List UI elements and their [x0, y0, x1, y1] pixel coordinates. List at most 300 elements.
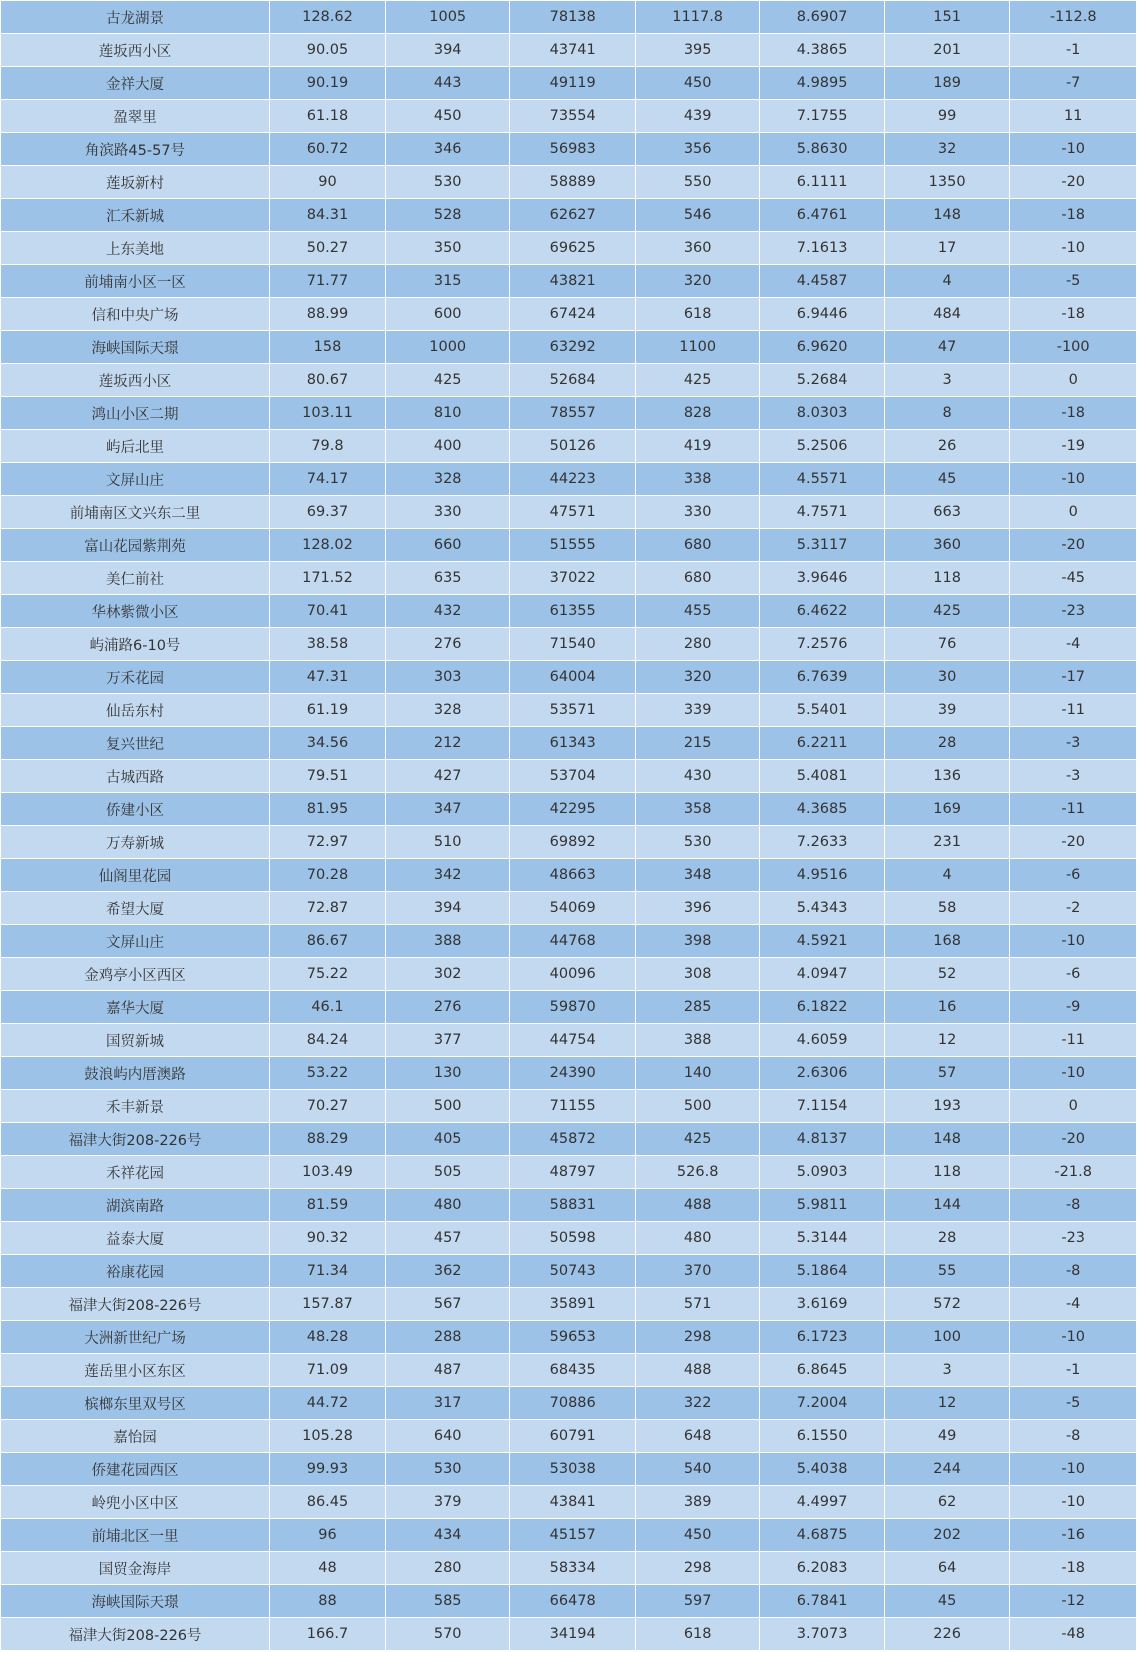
listed-price-cell: 425 [635, 1123, 759, 1156]
total-price-cell: 347 [385, 793, 509, 826]
ratio-cell: 4.6059 [760, 1024, 884, 1057]
listed-price-cell: 450 [635, 67, 759, 100]
total-price-cell: 394 [385, 892, 509, 925]
table-row [1, 1420, 1137, 1453]
ratio-cell: 5.3144 [760, 1222, 884, 1255]
table-row [1, 892, 1137, 925]
views-cell: 8 [884, 397, 1010, 430]
area-cell: 61.18 [269, 100, 385, 133]
area-cell: 79.51 [269, 760, 385, 793]
listed-price-cell: 356 [635, 133, 759, 166]
unit-price-cell: 35891 [510, 1288, 636, 1321]
ratio-cell: 6.1111 [760, 166, 884, 199]
unit-price-cell: 44223 [510, 463, 636, 496]
table-row [1, 265, 1137, 298]
community-name-cell: 希望大厦 [1, 892, 270, 925]
listed-price-cell: 680 [635, 562, 759, 595]
area-cell: 88.99 [269, 298, 385, 331]
table-row [1, 1123, 1137, 1156]
unit-price-cell: 24390 [510, 1057, 636, 1090]
views-cell: 484 [884, 298, 1010, 331]
views-cell: 663 [884, 496, 1010, 529]
price-change-cell: -10 [1010, 463, 1137, 496]
total-price-cell: 600 [385, 298, 509, 331]
listed-price-cell: 450 [635, 1519, 759, 1552]
views-cell: 39 [884, 694, 1010, 727]
table-row [1, 1354, 1137, 1387]
total-price-cell: 330 [385, 496, 509, 529]
price-change-cell: -8 [1010, 1420, 1137, 1453]
ratio-cell: 7.2004 [760, 1387, 884, 1420]
table-row [1, 199, 1137, 232]
area-cell: 105.28 [269, 1420, 385, 1453]
table-row [1, 1387, 1137, 1420]
community-name-cell: 海峡国际天璟 [1, 1585, 270, 1618]
price-change-cell: -23 [1010, 1222, 1137, 1255]
ratio-cell: 5.2506 [760, 430, 884, 463]
ratio-cell: 5.2684 [760, 364, 884, 397]
ratio-cell: 5.4038 [760, 1453, 884, 1486]
table-row [1, 397, 1137, 430]
table-row [1, 1156, 1137, 1189]
area-cell: 90 [269, 166, 385, 199]
listed-price-cell: 488 [635, 1354, 759, 1387]
views-cell: 47 [884, 331, 1010, 364]
area-cell: 99.93 [269, 1453, 385, 1486]
total-price-cell: 480 [385, 1189, 509, 1222]
area-cell: 90.05 [269, 34, 385, 67]
community-name-cell: 侨建小区 [1, 793, 270, 826]
area-cell: 86.45 [269, 1486, 385, 1519]
listed-price-cell: 480 [635, 1222, 759, 1255]
views-cell: 58 [884, 892, 1010, 925]
ratio-cell: 5.5401 [760, 694, 884, 727]
price-change-cell: -20 [1010, 529, 1137, 562]
price-change-cell: -10 [1010, 1453, 1137, 1486]
listed-price-cell: 1100 [635, 331, 759, 364]
views-cell: 168 [884, 925, 1010, 958]
community-name-cell: 盈翠里 [1, 100, 270, 133]
area-cell: 88 [269, 1585, 385, 1618]
ratio-cell: 7.2576 [760, 628, 884, 661]
community-name-cell: 大洲新世纪广场 [1, 1321, 270, 1354]
area-cell: 34.56 [269, 727, 385, 760]
unit-price-cell: 45157 [510, 1519, 636, 1552]
listed-price-cell: 338 [635, 463, 759, 496]
ratio-cell: 3.7073 [760, 1618, 884, 1651]
unit-price-cell: 58831 [510, 1189, 636, 1222]
community-name-cell: 鸿山小区二期 [1, 397, 270, 430]
area-cell: 71.34 [269, 1255, 385, 1288]
area-cell: 60.72 [269, 133, 385, 166]
unit-price-cell: 40096 [510, 958, 636, 991]
area-cell: 103.11 [269, 397, 385, 430]
community-name-cell: 前埔南区文兴东二里 [1, 496, 270, 529]
table-row [1, 496, 1137, 529]
price-change-cell: -3 [1010, 727, 1137, 760]
table-row [1, 826, 1137, 859]
table-row [1, 34, 1137, 67]
unit-price-cell: 59653 [510, 1321, 636, 1354]
area-cell: 166.7 [269, 1618, 385, 1651]
price-change-cell: -6 [1010, 958, 1137, 991]
ratio-cell: 4.4587 [760, 265, 884, 298]
listed-price-cell: 500 [635, 1090, 759, 1123]
area-cell: 74.17 [269, 463, 385, 496]
total-price-cell: 280 [385, 1552, 509, 1585]
community-name-cell: 汇禾新城 [1, 199, 270, 232]
table-row [1, 859, 1137, 892]
unit-price-cell: 71540 [510, 628, 636, 661]
price-change-cell: -2 [1010, 892, 1137, 925]
community-name-cell: 福津大街208-226号 [1, 1123, 270, 1156]
unit-price-cell: 61355 [510, 595, 636, 628]
table-row [1, 1057, 1137, 1090]
total-price-cell: 350 [385, 232, 509, 265]
listed-price-cell: 320 [635, 265, 759, 298]
community-name-cell: 仙阁里花园 [1, 859, 270, 892]
listed-price-cell: 618 [635, 1618, 759, 1651]
total-price-cell: 427 [385, 760, 509, 793]
ratio-cell: 4.0947 [760, 958, 884, 991]
views-cell: 52 [884, 958, 1010, 991]
table-row [1, 463, 1137, 496]
community-name-cell: 莲岳里小区东区 [1, 1354, 270, 1387]
community-name-cell: 华林紫微小区 [1, 595, 270, 628]
listed-price-cell: 389 [635, 1486, 759, 1519]
views-cell: 45 [884, 1585, 1010, 1618]
price-change-cell: -5 [1010, 1387, 1137, 1420]
views-cell: 32 [884, 133, 1010, 166]
community-name-cell: 嘉怡园 [1, 1420, 270, 1453]
area-cell: 70.27 [269, 1090, 385, 1123]
community-name-cell: 仙岳东村 [1, 694, 270, 727]
views-cell: 202 [884, 1519, 1010, 1552]
community-name-cell: 金祥大厦 [1, 67, 270, 100]
area-cell: 90.19 [269, 67, 385, 100]
table-row [1, 1288, 1137, 1321]
price-change-cell: -17 [1010, 661, 1137, 694]
unit-price-cell: 56983 [510, 133, 636, 166]
total-price-cell: 434 [385, 1519, 509, 1552]
area-cell: 88.29 [269, 1123, 385, 1156]
ratio-cell: 5.3117 [760, 529, 884, 562]
listed-price-cell: 348 [635, 859, 759, 892]
views-cell: 144 [884, 1189, 1010, 1222]
table-row [1, 529, 1137, 562]
community-name-cell: 福津大街208-226号 [1, 1288, 270, 1321]
unit-price-cell: 73554 [510, 100, 636, 133]
price-change-cell: -8 [1010, 1189, 1137, 1222]
price-change-cell: -18 [1010, 1552, 1137, 1585]
unit-price-cell: 51555 [510, 529, 636, 562]
price-change-cell: -23 [1010, 595, 1137, 628]
views-cell: 151 [884, 1, 1010, 34]
table-row [1, 562, 1137, 595]
community-name-cell: 文屏山庄 [1, 463, 270, 496]
unit-price-cell: 78557 [510, 397, 636, 430]
price-change-cell: -16 [1010, 1519, 1137, 1552]
table-row [1, 793, 1137, 826]
total-price-cell: 510 [385, 826, 509, 859]
unit-price-cell: 67424 [510, 298, 636, 331]
community-name-cell: 国贸金海岸 [1, 1552, 270, 1585]
table-row [1, 67, 1137, 100]
unit-price-cell: 61343 [510, 727, 636, 760]
unit-price-cell: 42295 [510, 793, 636, 826]
unit-price-cell: 58889 [510, 166, 636, 199]
table-row [1, 1585, 1137, 1618]
views-cell: 3 [884, 364, 1010, 397]
views-cell: 118 [884, 1156, 1010, 1189]
views-cell: 360 [884, 529, 1010, 562]
ratio-cell: 4.4997 [760, 1486, 884, 1519]
views-cell: 231 [884, 826, 1010, 859]
unit-price-cell: 44768 [510, 925, 636, 958]
listed-price-cell: 358 [635, 793, 759, 826]
listed-price-cell: 546 [635, 199, 759, 232]
views-cell: 76 [884, 628, 1010, 661]
total-price-cell: 328 [385, 694, 509, 727]
listed-price-cell: 828 [635, 397, 759, 430]
listed-price-cell: 419 [635, 430, 759, 463]
views-cell: 4 [884, 265, 1010, 298]
community-name-cell: 角滨路45-57号 [1, 133, 270, 166]
unit-price-cell: 70886 [510, 1387, 636, 1420]
area-cell: 157.87 [269, 1288, 385, 1321]
views-cell: 572 [884, 1288, 1010, 1321]
area-cell: 50.27 [269, 232, 385, 265]
community-name-cell: 古龙湖景 [1, 1, 270, 34]
listed-price-cell: 298 [635, 1321, 759, 1354]
price-change-cell: -18 [1010, 298, 1137, 331]
price-change-cell: -19 [1010, 430, 1137, 463]
listed-price-cell: 430 [635, 760, 759, 793]
price-change-cell: -20 [1010, 826, 1137, 859]
area-cell: 71.77 [269, 265, 385, 298]
unit-price-cell: 71155 [510, 1090, 636, 1123]
ratio-cell: 4.3685 [760, 793, 884, 826]
area-cell: 158 [269, 331, 385, 364]
community-name-cell: 海峡国际天璟 [1, 331, 270, 364]
listed-price-cell: 455 [635, 595, 759, 628]
price-change-cell: -21.8 [1010, 1156, 1137, 1189]
views-cell: 189 [884, 67, 1010, 100]
total-price-cell: 130 [385, 1057, 509, 1090]
price-change-cell: -6 [1010, 859, 1137, 892]
views-cell: 28 [884, 1222, 1010, 1255]
unit-price-cell: 49119 [510, 67, 636, 100]
ratio-cell: 5.1864 [760, 1255, 884, 1288]
price-change-cell: -3 [1010, 760, 1137, 793]
ratio-cell: 4.7571 [760, 496, 884, 529]
community-name-cell: 岭兜小区中区 [1, 1486, 270, 1519]
community-name-cell: 信和中央广场 [1, 298, 270, 331]
price-change-cell: 0 [1010, 364, 1137, 397]
community-name-cell: 金鸡亭小区西区 [1, 958, 270, 991]
unit-price-cell: 54069 [510, 892, 636, 925]
listed-price-cell: 140 [635, 1057, 759, 1090]
views-cell: 17 [884, 232, 1010, 265]
views-cell: 64 [884, 1552, 1010, 1585]
table-row [1, 430, 1137, 463]
table-row [1, 1486, 1137, 1519]
total-price-cell: 288 [385, 1321, 509, 1354]
views-cell: 136 [884, 760, 1010, 793]
unit-price-cell: 43841 [510, 1486, 636, 1519]
price-change-cell: -48 [1010, 1618, 1137, 1651]
table-row [1, 166, 1137, 199]
total-price-cell: 505 [385, 1156, 509, 1189]
area-cell: 84.31 [269, 199, 385, 232]
views-cell: 26 [884, 430, 1010, 463]
unit-price-cell: 48663 [510, 859, 636, 892]
views-cell: 28 [884, 727, 1010, 760]
listed-price-cell: 395 [635, 34, 759, 67]
listed-price-cell: 322 [635, 1387, 759, 1420]
views-cell: 16 [884, 991, 1010, 1024]
total-price-cell: 1005 [385, 1, 509, 34]
table-row [1, 298, 1137, 331]
unit-price-cell: 63292 [510, 331, 636, 364]
unit-price-cell: 50598 [510, 1222, 636, 1255]
ratio-cell: 6.8645 [760, 1354, 884, 1387]
community-name-cell: 侨建花园西区 [1, 1453, 270, 1486]
ratio-cell: 6.7639 [760, 661, 884, 694]
views-cell: 201 [884, 34, 1010, 67]
price-change-cell: -10 [1010, 1486, 1137, 1519]
total-price-cell: 379 [385, 1486, 509, 1519]
area-cell: 128.02 [269, 529, 385, 562]
price-change-cell: -1 [1010, 1354, 1137, 1387]
listed-price-cell: 320 [635, 661, 759, 694]
table-row [1, 1189, 1137, 1222]
total-price-cell: 342 [385, 859, 509, 892]
total-price-cell: 457 [385, 1222, 509, 1255]
unit-price-cell: 60791 [510, 1420, 636, 1453]
table-row [1, 1090, 1137, 1123]
price-change-cell: -4 [1010, 1288, 1137, 1321]
ratio-cell: 6.1723 [760, 1321, 884, 1354]
price-change-cell: 0 [1010, 1090, 1137, 1123]
area-cell: 69.37 [269, 496, 385, 529]
total-price-cell: 810 [385, 397, 509, 430]
unit-price-cell: 44754 [510, 1024, 636, 1057]
community-name-cell: 古城西路 [1, 760, 270, 793]
community-name-cell: 益泰大厦 [1, 1222, 270, 1255]
price-change-cell: -4 [1010, 628, 1137, 661]
community-name-cell: 福津大街208-226号 [1, 1618, 270, 1651]
total-price-cell: 212 [385, 727, 509, 760]
table-row [1, 694, 1137, 727]
unit-price-cell: 53571 [510, 694, 636, 727]
ratio-cell: 4.5921 [760, 925, 884, 958]
price-change-cell: -12 [1010, 1585, 1137, 1618]
ratio-cell: 5.4081 [760, 760, 884, 793]
views-cell: 99 [884, 100, 1010, 133]
total-price-cell: 362 [385, 1255, 509, 1288]
unit-price-cell: 43821 [510, 265, 636, 298]
community-name-cell: 湖滨南路 [1, 1189, 270, 1222]
listed-price-cell: 571 [635, 1288, 759, 1321]
listed-price-cell: 439 [635, 100, 759, 133]
views-cell: 226 [884, 1618, 1010, 1651]
listed-price-cell: 370 [635, 1255, 759, 1288]
total-price-cell: 317 [385, 1387, 509, 1420]
ratio-cell: 2.6306 [760, 1057, 884, 1090]
listed-price-cell: 360 [635, 232, 759, 265]
total-price-cell: 530 [385, 166, 509, 199]
table-body [1, 1, 1137, 1651]
views-cell: 3 [884, 1354, 1010, 1387]
unit-price-cell: 34194 [510, 1618, 636, 1651]
views-cell: 118 [884, 562, 1010, 595]
views-cell: 1350 [884, 166, 1010, 199]
views-cell: 4 [884, 859, 1010, 892]
community-name-cell: 鼓浪屿内厝澳路 [1, 1057, 270, 1090]
area-cell: 70.41 [269, 595, 385, 628]
total-price-cell: 530 [385, 1453, 509, 1486]
ratio-cell: 7.2633 [760, 826, 884, 859]
views-cell: 55 [884, 1255, 1010, 1288]
total-price-cell: 500 [385, 1090, 509, 1123]
total-price-cell: 443 [385, 67, 509, 100]
table-row [1, 661, 1137, 694]
listed-price-cell: 648 [635, 1420, 759, 1453]
views-cell: 244 [884, 1453, 1010, 1486]
views-cell: 49 [884, 1420, 1010, 1453]
total-price-cell: 400 [385, 430, 509, 463]
ratio-cell: 6.2083 [760, 1552, 884, 1585]
total-price-cell: 388 [385, 925, 509, 958]
total-price-cell: 405 [385, 1123, 509, 1156]
area-cell: 80.67 [269, 364, 385, 397]
views-cell: 12 [884, 1024, 1010, 1057]
area-cell: 86.67 [269, 925, 385, 958]
total-price-cell: 303 [385, 661, 509, 694]
table-row [1, 1222, 1137, 1255]
price-change-cell: -10 [1010, 232, 1137, 265]
price-change-cell: 0 [1010, 496, 1137, 529]
price-change-cell: -9 [1010, 991, 1137, 1024]
area-cell: 79.8 [269, 430, 385, 463]
price-change-cell: -20 [1010, 1123, 1137, 1156]
listed-price-cell: 540 [635, 1453, 759, 1486]
total-price-cell: 346 [385, 133, 509, 166]
area-cell: 103.49 [269, 1156, 385, 1189]
community-name-cell: 莲坂新村 [1, 166, 270, 199]
area-cell: 96 [269, 1519, 385, 1552]
table-row [1, 991, 1137, 1024]
listed-price-cell: 618 [635, 298, 759, 331]
table-row [1, 1, 1137, 34]
area-cell: 81.59 [269, 1189, 385, 1222]
area-cell: 75.22 [269, 958, 385, 991]
unit-price-cell: 37022 [510, 562, 636, 595]
table-row [1, 1519, 1137, 1552]
unit-price-cell: 50126 [510, 430, 636, 463]
table-row [1, 595, 1137, 628]
community-name-cell: 国贸新城 [1, 1024, 270, 1057]
table-row [1, 1024, 1137, 1057]
total-price-cell: 328 [385, 463, 509, 496]
table-row [1, 925, 1137, 958]
unit-price-cell: 50743 [510, 1255, 636, 1288]
area-cell: 128.62 [269, 1, 385, 34]
table-row [1, 727, 1137, 760]
unit-price-cell: 78138 [510, 1, 636, 34]
views-cell: 193 [884, 1090, 1010, 1123]
